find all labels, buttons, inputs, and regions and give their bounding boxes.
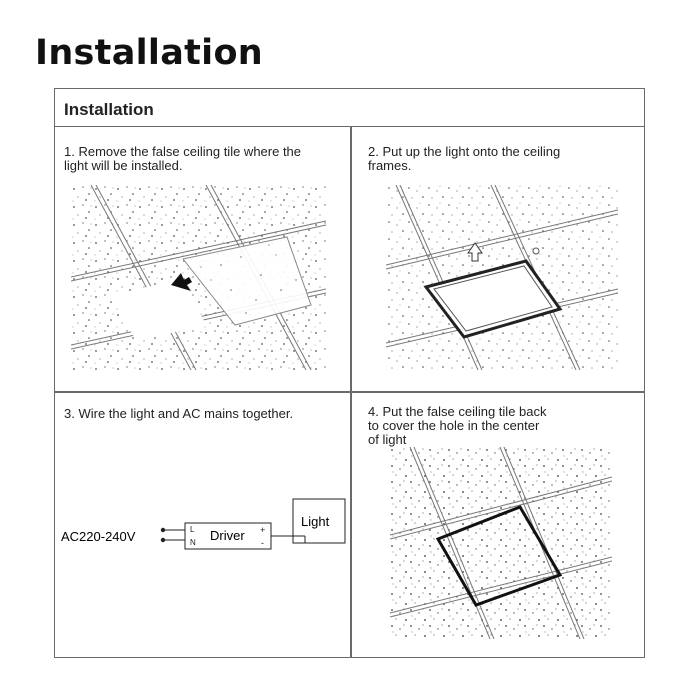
- step-4-text: 4. Put the false ceiling tile back to cover the hole in the center of light: [368, 404, 547, 447]
- step-2-illustration: [386, 185, 618, 370]
- terminal-l: L: [190, 525, 195, 534]
- driver-label: Driver: [210, 528, 245, 543]
- terminal-plus: +: [260, 525, 266, 535]
- page-title: Installation: [35, 33, 264, 73]
- light-label: Light: [301, 514, 330, 529]
- terminal-minus: -: [261, 538, 264, 548]
- step-1-illustration: [71, 185, 326, 370]
- sheet-header: [55, 89, 644, 127]
- step-2-text: 2. Put up the light onto the ceiling frames.: [368, 144, 561, 173]
- divider-horizontal: [55, 391, 644, 393]
- step-4-illustration: [390, 447, 612, 639]
- ac-label: AC220-240V: [61, 529, 136, 544]
- step-3-text: 3. Wire the light and AC mains together.: [64, 406, 294, 421]
- sheet-title: Installation: [64, 100, 154, 119]
- installation-sheet: [54, 88, 645, 658]
- step-1-text: 1. Remove the false ceiling tile where the light will be installed.: [64, 144, 302, 173]
- step-3-wiring-diagram: [55, 489, 350, 559]
- terminal-n: N: [190, 538, 196, 547]
